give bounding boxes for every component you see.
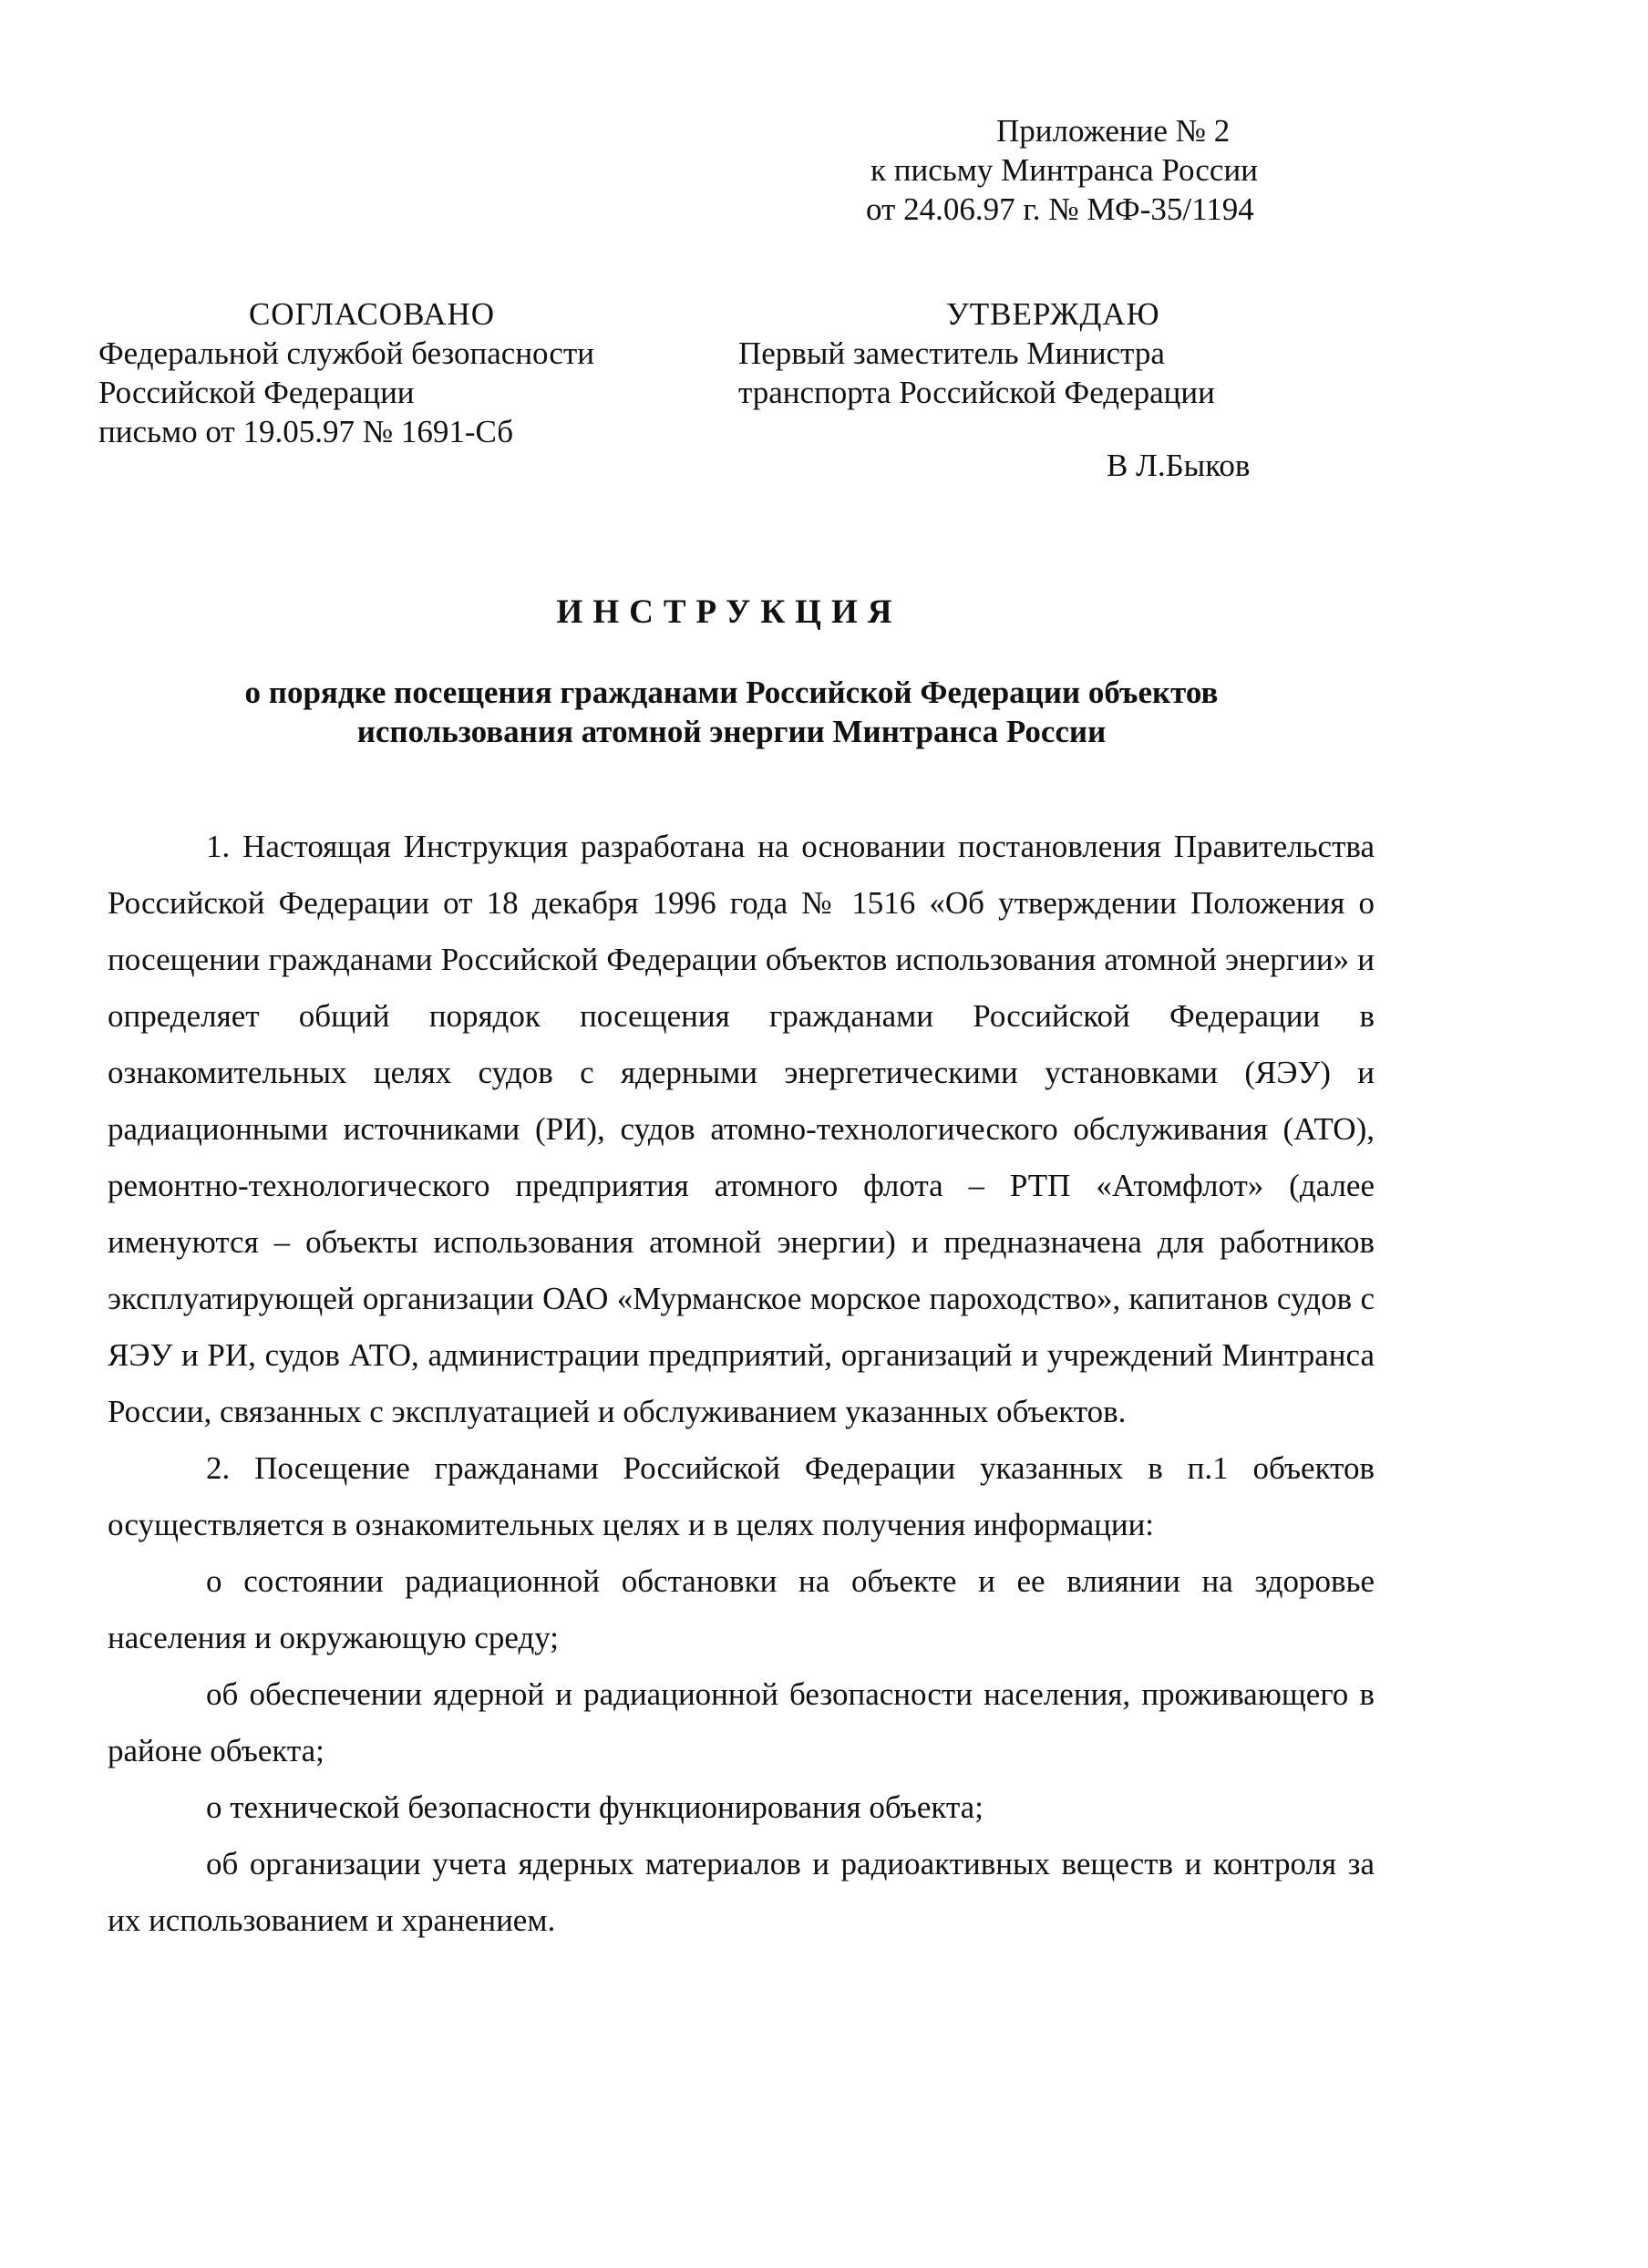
- approve-block: [738, 294, 1322, 412]
- subtitle-line-1: о порядке посещения гражданами Российской Федерации объектов: [244, 675, 1219, 710]
- appendix-number: Приложение № 2: [996, 113, 1231, 149]
- subtitle-line-2: использования атомной энергии Минтранса России: [356, 714, 1107, 749]
- paragraph: о состоянии радиационной обстановки на объекте и ее влиянии на здоровье населения и окружающую среду;: [108, 1563, 1375, 1655]
- appendix-letter-ref: к письму Минтранса России: [870, 152, 1258, 188]
- agreed-line-1: Федеральной службой безопасности: [98, 335, 594, 371]
- agreed-line-3: письмо от 19.05.97 № 1691-Сб: [98, 414, 514, 449]
- approve-line-1: Первый заместитель Министра: [738, 335, 1165, 371]
- appendix-date-ref: от 24.06.97 г. № МФ-35/1194: [866, 191, 1254, 227]
- approve-line-2: транспорта Российской Федерации: [738, 375, 1215, 410]
- document-subtitle: [128, 673, 1335, 751]
- paragraph: об организации учета ядерных материалов и радиоактивных веществ и контроля за их использованием и хранением.: [108, 1846, 1375, 1938]
- paragraph: 1. Настоящая Инструкция разработана на основании постановления Правительства Российской Федерации от 18 декабря 1996 года № 1516 «Об утверждении Положения о посещении гражданами Российской Федерации объектов использования атомной энергии» и определяет общий порядок посещения гражданами Российской Федерации в ознакомительных целях судов с ядерными энергетическими установками (ЯЭУ) и радиационными источниками (РИ), судов атомно-технологического обслуживания (АТО), ремонтно-технологического предприятия атомного флота – РТП «Атомфлот» (далее именуются – объекты использования атомной энергии) и предназначена для работников эксплуатирующей организации ОАО «Мурманское морское пароходство», капитанов судов с ЯЭУ и РИ, судов АТО, администрации предприятий, организаций и учреждений Минтранса России, связанных с эксплуатацией и обслуживанием указанных объектов.: [108, 829, 1375, 1429]
- paragraph: об обеспечении ядерной и радиационной безопасности населения, проживающего в районе объекта;: [108, 1676, 1375, 1768]
- document-title: ИНСТРУКЦИЯ: [556, 593, 902, 631]
- document-body: [108, 819, 1375, 1949]
- appendix-block: [866, 111, 1376, 229]
- paragraph: 2. Посещение гражданами Российской Федерации указанных в п.1 объектов осуществляется в ознакомительных целях и в целях получения информации:: [108, 1450, 1375, 1542]
- agreed-block: [98, 294, 700, 451]
- agreed-line-2: Российской Федерации: [98, 375, 415, 410]
- approve-heading: УТВЕРЖДАЮ: [946, 296, 1160, 332]
- signer-name: В Л.Быков: [1107, 448, 1251, 483]
- paragraph: о технической безопасности функционирования объекта;: [206, 1789, 984, 1825]
- agreed-heading: СОГЛАСОВАНО: [248, 296, 496, 332]
